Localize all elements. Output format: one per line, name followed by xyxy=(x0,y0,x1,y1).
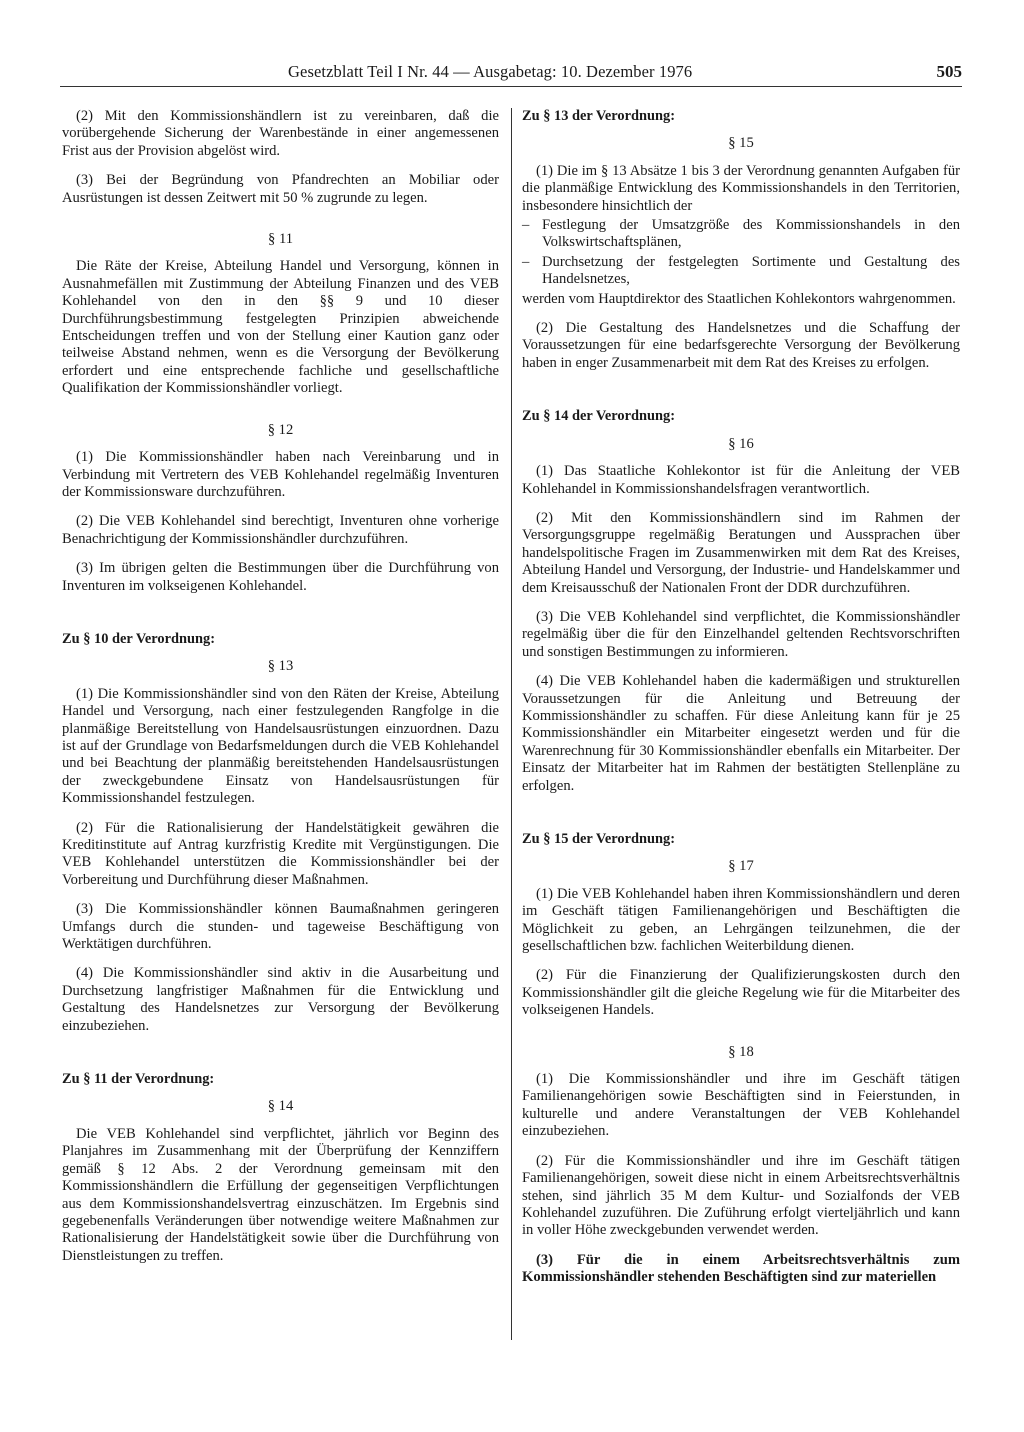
paragraph: (2) Für die Kommissionshändler und ihre im Geschäft tätigen Familienangehörigen, soweit diese nicht in einem Arbeitsrechtsverhältnis stehen, sind jährlich 35 M dem Kultur- und Sozialfonds der VEB Kohlehandel zuzuführen. Die Zuführung erfolgt vierteljährlich und kann in voller Höhe zweckgebunden verwendet werden. xyxy=(522,1152,960,1239)
list-item xyxy=(522,254,960,289)
paragraph: (1) Das Staatliche Kohlekontor ist für die Anleitung der VEB Kohlehandel in Kommissionshandelsfragen verantwortlich. xyxy=(522,463,960,497)
paragraph: (1) Die Kommissionshändler haben nach Vereinbarung und in Verbindung mit Vertretern des VEB Kohlehandel regelmäßig Inventuren der Kommissionsware durchzuführen. xyxy=(62,449,499,500)
paragraph: (2) Mit den Kommissionshändlern sind im Rahmen der Versorgungsgruppe regelmäßig Beratungen und Aussprachen über handelspolitische Fragen im Zusammenwirken mit dem Rat des Kreises, Abteilung Handel und Versorgung, der Industrie- und Handelskammer und dem Kreisausschuß der Nationalen Front der DDR durchzuführen. xyxy=(522,509,960,596)
paragraph: (4) Die Kommissionshändler sind aktiv in die Ausarbeitung und Durchsetzung langfristiger Maßnahmen für die Entwicklung und Gestaltung des Handelsnetzes zur Versorgung der Bevölkerung einzubeziehen. xyxy=(62,965,499,1034)
list-item-text: Durchsetzung der festgelegten Sortimente und Gestaltung des Handelsnetzes, xyxy=(542,253,960,288)
list-item xyxy=(522,217,960,252)
paragraph: werden vom Hauptdirektor des Staatlichen Kohlekontors wahrgenommen. xyxy=(522,290,956,307)
ordinance-reference-10: Zu § 10 der Verordnung: xyxy=(62,630,216,647)
paragraph: (2) Die VEB Kohlehandel sind berechtigt, Inventuren ohne vorherige Benachrichtigung der Kommissionshändler durchzuführen. xyxy=(62,513,499,547)
section-heading-14: § 14 xyxy=(267,1098,294,1115)
list-item-text: Festlegung der Umsatzgröße des Kommissionshandels in den Volkswirtschaftsplänen, xyxy=(542,217,960,251)
ordinance-reference-13: Zu § 13 der Verordnung: xyxy=(522,108,676,124)
ordinance-reference-14: Zu § 14 der Verordnung: xyxy=(522,408,676,425)
left-column xyxy=(62,108,499,1277)
paragraph: (3) Die Kommissionshändler können Baumaßnahmen geringeren Umfangs durch die stunden- und tageweise Beschäftigung von Werktätigen durchführen. xyxy=(62,901,499,953)
paragraph: (3) Im übrigen gelten die Bestimmungen über die Durchführung von Inventuren im volkseigenen Kohlehandel. xyxy=(62,560,499,594)
paragraph: Die Räte der Kreise, Abteilung Handel und Versorgung, können in Ausnahmefällen mit Zustimmung der Abteilung Finanzen und des VEB Kohlehandel von den in den §§ 9 und 10 dieser Durchführungsbestimmung festgelegten Prinzipien abweichende Entscheidungen treffen und von der Stellung einer Kaution ganz oder teilweise Abstand nehmen, wenn es die Versorgung der Bevölkerung erfordert und eine entsprechende fachliche und gesellschaftliche Qualifikation der Kommissionshändler vorliegt. xyxy=(62,258,499,397)
paragraph: (3) Bei der Begründung von Pfandrechten an Mobiliar oder Ausrüstungen ist dessen Zeitwert mit 50 % zugrunde zu legen. xyxy=(62,172,499,206)
section-heading-16: § 16 xyxy=(728,435,754,452)
right-column xyxy=(522,108,960,1299)
paragraph: (2) Die Gestaltung des Handelsnetzes und die Schaffung der Voraussetzungen für eine bedarfsgerechte Versorgung der Bevölkerung haben in enger Zusammenarbeit mit dem Rat des Kreises zu erfolgen. xyxy=(522,320,960,371)
page-header xyxy=(60,62,962,87)
section-heading-15: § 15 xyxy=(728,135,754,152)
ordinance-reference-11: Zu § 11 der Verordnung: xyxy=(62,1071,215,1088)
page-number: 505 xyxy=(936,62,962,81)
dash-bullet: – xyxy=(522,253,530,270)
dash-list xyxy=(522,217,960,289)
ordinance-reference-15: Zu § 15 der Verordnung: xyxy=(522,831,676,847)
paragraph: (2) Für die Finanzierung der Qualifizierungskosten durch den Kommissionshändler gilt die gleiche Regelung wie für die Mitarbeiter des volkseigenen Handels. xyxy=(522,967,960,1019)
section-heading-11: § 11 xyxy=(268,231,293,248)
paragraph: (1) Die VEB Kohlehandel haben ihren Kommissionshändlern und deren im Geschäft tätigen Familienangehörigen und Beschäftigten die Möglichkeit zu geben, an Lehrgängen teilzunehmen, die der gesellschaftlichen bzw. fachlichen Weiterbildung dienen. xyxy=(522,885,960,955)
section-heading-13: § 13 xyxy=(267,658,294,675)
header-title: Gesetzblatt Teil I Nr. 44 — Ausgabetag: 10. Dezember 1976 xyxy=(288,62,693,81)
section-heading-18: § 18 xyxy=(728,1043,754,1060)
paragraph: (3) Für die in einem Arbeitsrechtsverhältnis zum Kommissionshändler stehenden Beschäftigten sind zur materiellen xyxy=(522,1251,960,1286)
paragraph: (1) Die Kommissionshändler und ihre im Geschäft tätigen Familienangehörigen sowie Beschäftigten sind in Feierstunden, in kulturelle und andere Veranstaltungen der VEB Kohlehandel einzubeziehen. xyxy=(522,1071,960,1140)
paragraph: Die VEB Kohlehandel sind verpflichtet, jährlich vor Beginn des Planjahres im Zusammenhang mit der Überprüfung der Kennziffern gemäß § 12 Abs. 2 der Verordnung gemeinsam mit den Kommissionshändlern die Erfüllung der gegenseitigen Verpflichtungen aus dem Kommissionshandelsvertrag einzuschätzen. Im Ergebnis sind gegebenenfalls Veränderungen über notwendige weitere Maßnahmen zur Rationalisierung der Handelstätigkeit sowie über die Durchführung von Dienstleistungen zu treffen. xyxy=(62,1125,499,1264)
section-heading-17: § 17 xyxy=(728,858,754,875)
dash-bullet: – xyxy=(522,217,530,234)
paragraph: (1) Die Kommissionshändler sind von den Räten der Kreise, Abteilung Handel und Versorgung, nach einer festzulegenden Rangfolge in die planmäßige Bereitstellung von Handelsausrüstungen einzuordnen. Dazu ist auf der Grundlage von Bedarfsmeldungen durch die VEB Kohlehandel und bei Beachtung der planmäßig bereitstehenden Handelsausrüstungen der zweckgebundene Einsatz von Handelsausrüstungen für Kommissionshandel festzulegen. xyxy=(62,685,499,807)
paragraph: (4) Die VEB Kohlehandel haben die kadermäßigen und strukturellen Voraussetzungen für die Anleitung und Betreuung der Kommissionshändler zu schaffen. Für diese Anleitung kann für je 25 Kommissionshändler ein Mitarbeiter eingesetzt werden und für die Warenrechnung für 30 Kommissionshändler ebenfalls ein Mitarbeiter. Der Einsatz der Mitarbeiter hat im Rahmen der bestätigten Stellenpläne zu erfolgen. xyxy=(522,673,960,794)
paragraph: (1) Die im § 13 Absätze 1 bis 3 der Verordnung genannten Aufgaben für die planmäßige Entwicklung des Kommissionshandels in den Territorien, insbesondere hinsichtlich der xyxy=(522,162,960,214)
paragraph: (3) Die VEB Kohlehandel sind verpflichtet, die Kommissionshändler regelmäßig über die für den Einzelhandel geltenden Rechtsvorschriften und sonstigen Bestimmungen zu informieren. xyxy=(522,608,960,660)
column-divider xyxy=(511,108,512,1340)
paragraph: (2) Mit den Kommissionshändlern ist zu vereinbaren, daß die vorübergehende Sicherung der Warenbestände in einer angemessenen Frist aus der Provision abgelöst wird. xyxy=(62,108,499,159)
section-heading-12: § 12 xyxy=(267,421,294,438)
paragraph: (2) Für die Rationalisierung der Handelstätigkeit gewähren die Kreditinstitute auf Antrag kurzfristig Kredite mit Vergünstigungen. Die VEB Kohlehandel unterstützen die Kommissionshändler bei der Vorbereitung und Durchführung dieser Maßnahmen. xyxy=(62,819,499,888)
